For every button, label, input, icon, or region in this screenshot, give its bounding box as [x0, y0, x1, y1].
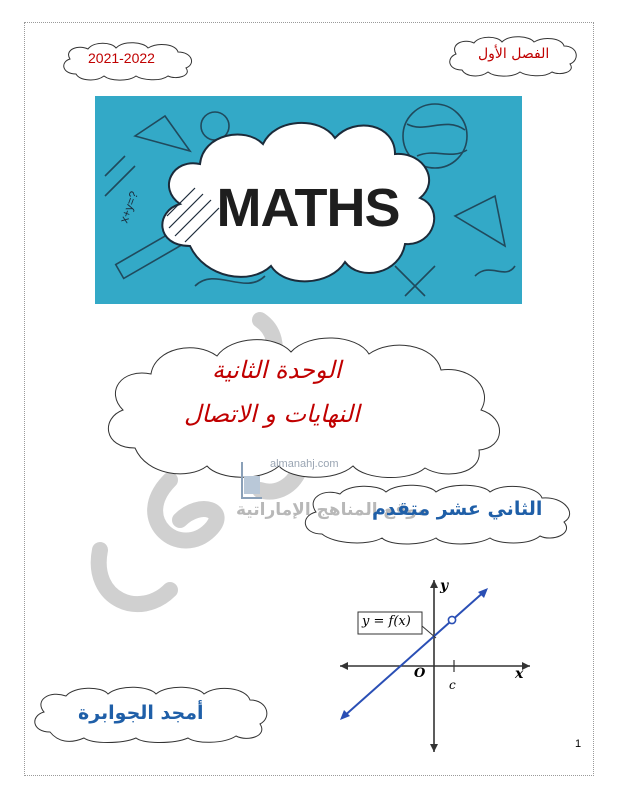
- function-label: y = f(x): [362, 614, 411, 629]
- x-axis-label: x: [515, 666, 524, 682]
- y-axis-down-arrow-icon: [430, 744, 438, 752]
- banner-doodles: [95, 96, 522, 304]
- page-number: 1: [575, 738, 582, 750]
- origin-label: O: [414, 666, 426, 681]
- y-axis-label: y: [440, 578, 449, 594]
- function-line: [342, 590, 486, 718]
- banner-doodle-text: x+y=?: [116, 189, 142, 225]
- y-axis-arrow-icon: [430, 580, 438, 588]
- maths-word: MATHS: [216, 178, 400, 238]
- maths-banner-image: [95, 96, 522, 304]
- unit-title: الوحدة الثانية: [212, 356, 342, 384]
- unit-subtitle: النهايات و الاتصال: [184, 400, 360, 428]
- site-name: موقع المناهج الإماراتية: [236, 500, 428, 520]
- c-label: c: [449, 678, 456, 692]
- x-axis-left-arrow-icon: [340, 662, 348, 670]
- hole-point: [448, 616, 455, 623]
- limit-graph: [330, 576, 536, 756]
- grade-text: الثاني عشر متقدم: [372, 498, 543, 520]
- semester-text: الفصل الأول: [478, 46, 550, 62]
- year-text: 2021-2022: [88, 50, 155, 66]
- site-url: almanahj.com: [270, 458, 339, 470]
- site-logo-icon: [236, 458, 266, 504]
- author-name: أمجد الجوابرة: [78, 702, 204, 724]
